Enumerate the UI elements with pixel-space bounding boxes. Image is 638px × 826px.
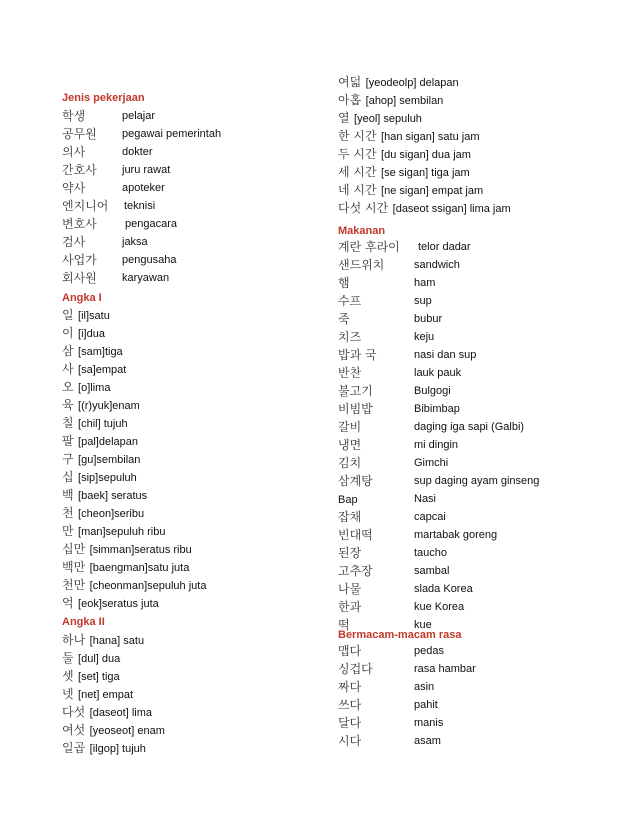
indonesian-translation: [sam]tiga: [78, 346, 123, 358]
korean-term: 싱겁다: [338, 662, 373, 676]
vocab-row: [338, 400, 460, 418]
vocab-row: [62, 432, 138, 450]
vocab-row: [62, 143, 153, 161]
indonesian-translation: [han sigan] satu jam: [381, 131, 480, 143]
korean-term: 넷: [62, 687, 74, 701]
korean-term: 천만: [62, 578, 86, 592]
korean-term: 이: [62, 326, 74, 340]
vocab-row: [62, 342, 123, 360]
vocab-row: [338, 580, 473, 598]
vocab-row: [338, 598, 465, 616]
vocab-row: [338, 562, 450, 580]
vocab-row: [62, 594, 159, 612]
indonesian-translation: [man]sepuluh ribu: [78, 526, 166, 538]
korean-term: 불고기: [338, 384, 373, 398]
vocab-row: [62, 125, 222, 143]
korean-term: 햄: [338, 276, 350, 290]
indonesian-translation: pegawai pemerintah: [122, 128, 222, 140]
indonesian-translation: taucho: [414, 547, 448, 559]
indonesian-translation: [cheon]seribu: [78, 508, 145, 520]
vocab-row: [62, 179, 165, 197]
indonesian-translation: [(r)yuk]enam: [78, 400, 140, 412]
korean-term: Bap: [338, 494, 358, 506]
korean-term: 구: [62, 452, 74, 466]
indonesian-translation: [ahop] sembilan: [365, 95, 444, 107]
indonesian-translation: [du sigan] dua jam: [381, 149, 471, 161]
korean-term: 의사: [62, 145, 86, 159]
vocab-row: [338, 418, 525, 436]
vocab-row: [338, 454, 449, 472]
section-heading-angka-1: Angka I: [62, 292, 102, 304]
korean-term: 세 시간: [338, 165, 377, 179]
vocab-row: [62, 396, 140, 414]
indonesian-translation: [yeol] sepuluh: [354, 113, 422, 125]
indonesian-translation: sambal: [414, 565, 450, 577]
indonesian-translation: Bulgogi: [414, 385, 451, 397]
indonesian-translation: juru rawat: [122, 164, 171, 176]
vocab-row: [62, 161, 171, 179]
korean-term: 일: [62, 308, 74, 322]
indonesian-translation: [baek] seratus: [78, 490, 148, 502]
korean-term: 냉면: [338, 438, 362, 452]
indonesian-translation: slada Korea: [414, 583, 473, 595]
korean-term: 밥과 국: [338, 348, 377, 362]
indonesian-translation: pengacara: [125, 218, 177, 230]
indonesian-translation: martabak goreng: [414, 529, 498, 541]
indonesian-translation: asin: [414, 681, 435, 693]
korean-term: 쓰다: [338, 698, 362, 712]
section-heading-jobs: Jenis pekerjaan: [62, 92, 145, 104]
korean-term: 계란 후라이: [338, 240, 400, 254]
korean-term: 달다: [338, 716, 362, 730]
vocab-row: [338, 696, 438, 714]
indonesian-translation: jaksa: [122, 236, 148, 248]
vocab-row: [62, 215, 177, 233]
vocab-row: [62, 739, 146, 757]
vocab-row: [338, 472, 540, 490]
vocab-row: [62, 504, 144, 522]
korean-term: 하나: [62, 633, 86, 647]
indonesian-translation: [ilgop] tujuh: [89, 743, 146, 755]
indonesian-translation: pengusaha: [122, 254, 177, 266]
indonesian-translation: apoteker: [122, 182, 165, 194]
vocab-row: [338, 382, 451, 400]
indonesian-translation: nasi dan sup: [414, 349, 477, 361]
indonesian-translation: [chil] tujuh: [78, 418, 128, 430]
vocab-row: [62, 522, 166, 540]
indonesian-translation: rasa hambar: [414, 663, 476, 675]
indonesian-translation: [yeodeolp] delapan: [365, 77, 459, 89]
indonesian-translation: bubur: [414, 313, 443, 325]
korean-term: 셋: [62, 669, 74, 683]
korean-term: 엔지니어: [62, 199, 109, 213]
korean-term: 삼: [62, 344, 74, 358]
vocab-row: [338, 127, 480, 145]
indonesian-translation: pedas: [414, 645, 444, 657]
korean-term: 떡: [338, 618, 350, 632]
korean-term: 변호사: [62, 217, 97, 231]
vocab-row: [62, 558, 189, 576]
indonesian-translation: [il]satu: [78, 310, 110, 322]
korean-term: 백만: [62, 560, 86, 574]
vocab-row: [62, 468, 137, 486]
korean-term: 비빔밥: [338, 402, 373, 416]
korean-term: 만: [62, 524, 74, 538]
vocab-row: [62, 631, 144, 649]
korean-term: 된장: [338, 546, 362, 560]
vocab-row: [338, 310, 443, 328]
korean-term: 나물: [338, 582, 362, 596]
korean-term: 김치: [338, 456, 362, 470]
indonesian-translation: [net] empat: [78, 689, 134, 701]
korean-term: 칠: [62, 416, 74, 430]
vocab-row: [338, 346, 477, 364]
korean-term: 죽: [338, 312, 350, 326]
indonesian-translation: [ne sigan] empat jam: [381, 185, 484, 197]
vocab-row: [338, 732, 441, 750]
korean-term: 열: [338, 111, 350, 125]
indonesian-translation: [daseot] lima: [89, 707, 153, 719]
vocab-row: [62, 378, 110, 396]
korean-term: 다섯: [62, 705, 86, 719]
vocab-row: [62, 685, 133, 703]
korean-term: 두 시간: [338, 147, 377, 161]
korean-term: 십: [62, 470, 74, 484]
korean-term: 여덟: [338, 75, 362, 89]
indonesian-translation: [sip]sepuluh: [78, 472, 137, 484]
indonesian-translation: [daseot ssigan] lima jam: [392, 203, 511, 215]
korean-term: 학생: [62, 109, 86, 123]
vocab-row: [338, 544, 448, 562]
indonesian-translation: mi dingin: [414, 439, 459, 451]
vocab-row: [338, 328, 435, 346]
korean-term: 사: [62, 362, 74, 376]
indonesian-translation: daging iga sapi (Galbi): [414, 421, 525, 433]
vocab-row: [338, 714, 444, 732]
vocab-row: [338, 526, 498, 544]
vocab-row: [338, 364, 462, 382]
indonesian-translation: pelajar: [122, 110, 156, 122]
vocab-row: [338, 163, 470, 181]
korean-term: 한 시간: [338, 129, 377, 143]
indonesian-translation: telor dadar: [418, 241, 471, 253]
section-heading-rasa: Bermacam-macam rasa: [338, 629, 462, 641]
indonesian-translation: pahit: [414, 699, 438, 711]
vocab-row: [62, 649, 120, 667]
vocab-row: [62, 540, 192, 558]
indonesian-translation: keju: [414, 331, 435, 343]
korean-term: 간호사: [62, 163, 97, 177]
korean-term: 아홉: [338, 93, 362, 107]
korean-term: 회사원: [62, 271, 97, 285]
korean-term: 약사: [62, 181, 86, 195]
indonesian-translation: [set] tiga: [78, 671, 120, 683]
vocab-row: [62, 667, 120, 685]
vocab-row: [338, 642, 444, 660]
indonesian-translation: [pal]delapan: [78, 436, 138, 448]
indonesian-translation: Gimchi: [414, 457, 449, 469]
korean-term: 천: [62, 506, 74, 520]
indonesian-translation: [i]dua: [78, 328, 105, 340]
vocab-row: [62, 703, 152, 721]
vocab-row: [62, 414, 128, 432]
korean-term: 팔: [62, 434, 74, 448]
indonesian-translation: [sa]empat: [78, 364, 127, 376]
section-heading-angka-2: Angka II: [62, 616, 105, 628]
vocab-row: [62, 197, 156, 215]
vocab-row: [338, 73, 459, 91]
indonesian-translation: capcai: [414, 511, 446, 523]
indonesian-translation: kue: [414, 619, 432, 631]
indonesian-translation: [eok]seratus juta: [78, 598, 159, 610]
indonesian-translation: sup: [414, 295, 432, 307]
vocab-row: [338, 274, 436, 292]
korean-term: 잡채: [338, 510, 362, 524]
vocab-row: [338, 181, 483, 199]
vocab-row: [338, 660, 476, 678]
korean-term: 맵다: [338, 644, 362, 658]
korean-term: 십만: [62, 542, 86, 556]
vocab-row: [338, 256, 460, 274]
indonesian-translation: asam: [414, 735, 441, 747]
vocab-row: [62, 450, 140, 468]
vocab-row: [62, 269, 170, 287]
vocab-row: [338, 678, 435, 696]
indonesian-translation: [simman]seratus ribu: [89, 544, 192, 556]
korean-term: 짜다: [338, 680, 362, 694]
vocab-row: [62, 251, 177, 269]
vocab-row: [338, 436, 459, 454]
indonesian-translation: [yeoseot] enam: [89, 725, 165, 737]
korean-term: 공무원: [62, 127, 97, 141]
vocab-row: [62, 721, 165, 739]
section-heading-makanan: Makanan: [338, 225, 386, 237]
indonesian-translation: ham: [414, 277, 436, 289]
korean-term: 둘: [62, 651, 74, 665]
vocab-row: [338, 145, 471, 163]
vocab-row: [338, 490, 437, 508]
vocab-row: [62, 576, 206, 594]
vocab-row: [62, 233, 148, 251]
korean-term: 반찬: [338, 366, 362, 380]
korean-term: 검사: [62, 235, 86, 249]
indonesian-translation: lauk pauk: [414, 367, 462, 379]
indonesian-translation: [o]lima: [78, 382, 111, 394]
korean-term: 갈비: [338, 420, 362, 434]
indonesian-translation: kue Korea: [414, 601, 465, 613]
indonesian-translation: karyawan: [122, 272, 170, 284]
indonesian-translation: manis: [414, 717, 444, 729]
vocab-row: [338, 199, 511, 217]
indonesian-translation: [dul] dua: [78, 653, 121, 665]
indonesian-translation: Nasi: [414, 493, 437, 505]
korean-term: 치즈: [338, 330, 362, 344]
indonesian-translation: [gu]sembilan: [78, 454, 141, 466]
vocab-row: [62, 324, 105, 342]
vocab-row: [338, 109, 422, 127]
korean-term: 억: [62, 596, 74, 610]
indonesian-translation: sup daging ayam ginseng: [414, 475, 540, 487]
korean-term: 일곱: [62, 741, 86, 755]
korean-term: 오: [62, 380, 74, 394]
vocab-row: [62, 486, 147, 504]
indonesian-translation: Bibimbap: [414, 403, 460, 415]
vocab-row: [62, 107, 156, 125]
korean-term: 샌드위치: [338, 258, 385, 272]
korean-term: 고추장: [338, 564, 373, 578]
vocab-row: [62, 306, 110, 324]
indonesian-translation: sandwich: [414, 259, 460, 271]
korean-term: 사업가: [62, 253, 97, 267]
indonesian-translation: [hana] satu: [89, 635, 145, 647]
vocab-row: [338, 91, 443, 109]
korean-term: 빈대떡: [338, 528, 373, 542]
indonesian-translation: [baengman]satu juta: [89, 562, 190, 574]
korean-term: 삼계탕: [338, 474, 373, 488]
korean-term: 한과: [338, 600, 362, 614]
korean-term: 여섯: [62, 723, 86, 737]
korean-term: 네 시간: [338, 183, 377, 197]
korean-term: 수프: [338, 294, 362, 308]
vocab-row: [62, 360, 126, 378]
vocab-row: [338, 238, 471, 256]
korean-term: 백: [62, 488, 74, 502]
vocab-row: [338, 508, 446, 526]
indonesian-translation: [se sigan] tiga jam: [381, 167, 470, 179]
indonesian-translation: dokter: [122, 146, 153, 158]
indonesian-translation: [cheonman]sepuluh juta: [89, 580, 207, 592]
vocab-row: [338, 292, 432, 310]
korean-term: 다섯 시간: [338, 201, 389, 215]
korean-term: 시다: [338, 734, 362, 748]
korean-term: 육: [62, 398, 74, 412]
indonesian-translation: teknisi: [124, 200, 156, 212]
